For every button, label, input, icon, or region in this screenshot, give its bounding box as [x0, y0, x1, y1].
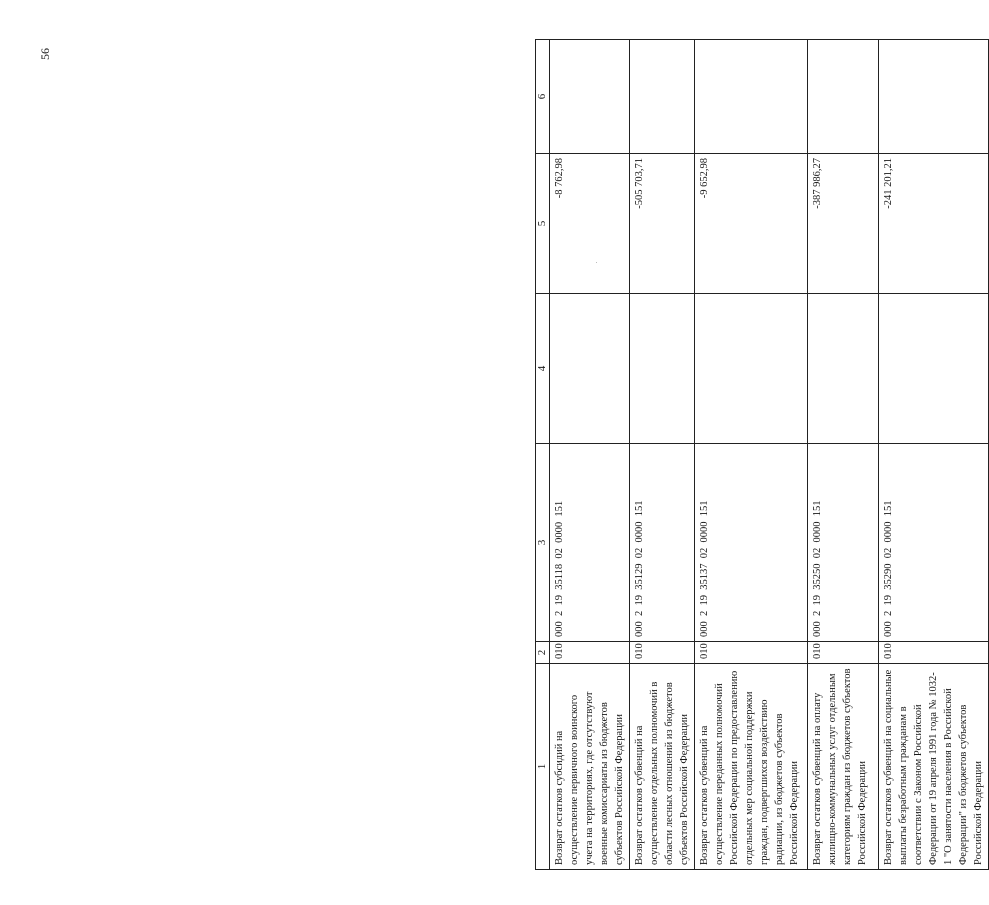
row-amount: -9 652,98	[695, 154, 808, 294]
row-name: Возврат остатков субвенций на осуществление переданных полномочий Российской Федерации по предоставлению отдельных мер социальной поддержки граждан, подвергшихся воздействию радиации, из бюджетов субъектов Российской Федерации	[695, 664, 808, 870]
row-admin-code: 010	[808, 642, 879, 664]
row-amount: -505 703,71	[630, 154, 695, 294]
header-col-4: 4	[536, 294, 550, 444]
row-col6	[808, 40, 879, 154]
table-row	[630, 40, 695, 870]
row-admin-code: 010	[695, 642, 808, 664]
row-budget-code: 000 2 19 35290 02 0000 151	[879, 444, 989, 642]
row-name: Возврат остатков субвенций на оплату жилищно-коммунальных услуг отдельным категориям граждан из бюджетов субъектов Российской Федерации	[808, 664, 879, 870]
row-col4	[550, 294, 630, 444]
row-name: Возврат остатков субвенций на осуществление отдельных полномочий в области лесных отношений из бюджетов субъектов Российской Федерации	[630, 664, 695, 870]
row-amount: -387 986,27	[808, 154, 879, 294]
page-number: 56	[38, 48, 52, 60]
scan-speck	[596, 262, 597, 263]
header-col-3: 3	[536, 444, 550, 642]
row-col4	[808, 294, 879, 444]
table-row	[879, 40, 989, 870]
row-budget-code: 000 2 19 35129 02 0000 151	[630, 444, 695, 642]
row-budget-code: 000 2 19 35137 02 0000 151	[695, 444, 808, 642]
header-col-1: 1	[536, 664, 550, 870]
table-row	[808, 40, 879, 870]
row-col6	[630, 40, 695, 154]
row-col4	[695, 294, 808, 444]
row-name: Возврат остатков субсидий на осуществление первичного воинского учета на территориях, где отсутствуют военные комиссариаты из бюджетов субъектов Российской Федерации	[550, 664, 630, 870]
budget-table	[535, 39, 989, 870]
table-header-row	[536, 40, 550, 870]
header-col-6: 6	[536, 40, 550, 154]
row-amount: -241 201,21	[879, 154, 989, 294]
row-col6	[879, 40, 989, 154]
row-col4	[630, 294, 695, 444]
row-admin-code: 010	[550, 642, 630, 664]
header-col-2: 2	[536, 642, 550, 664]
table-row	[550, 40, 630, 870]
row-admin-code: 010	[630, 642, 695, 664]
row-col6	[695, 40, 808, 154]
row-budget-code: 000 2 19 35250 02 0000 151	[808, 444, 879, 642]
row-name: Возврат остатков субвенций на социальные выплаты безработным гражданам в соответствии с Законом Российской Федерации от 19 апреля 1991 года № 1032-1 "О занятости населения в Российской Федерации" из бюджетов субъектов Российской Федерации	[879, 664, 989, 870]
budget-table-rotated	[535, 40, 985, 870]
table-row	[695, 40, 808, 870]
header-col-5: 5	[536, 154, 550, 294]
row-col4	[879, 294, 989, 444]
row-admin-code: 010	[879, 642, 989, 664]
row-col6	[550, 40, 630, 154]
row-budget-code: 000 2 19 35118 02 0000 151	[550, 444, 630, 642]
row-amount: -8 762,98	[550, 154, 630, 294]
